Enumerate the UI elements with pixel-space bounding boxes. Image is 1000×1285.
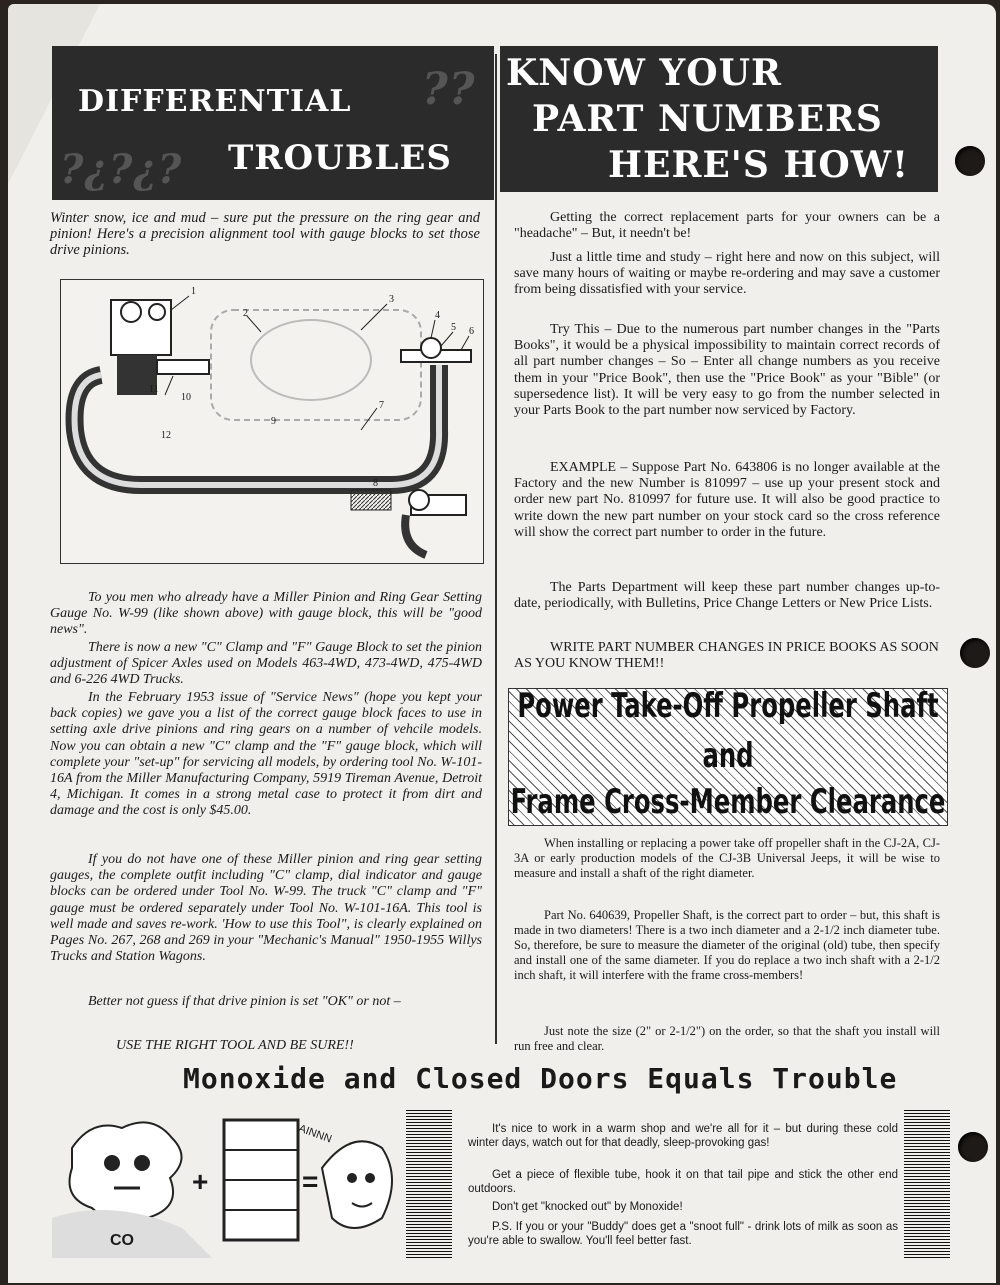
callout-8: 8 [373, 478, 378, 489]
monoxide-title: Monoxide and Closed Doors Equals Trouble [183, 1062, 898, 1095]
pto-paragraph-2: Part No. 640639, Propeller Shaft, is the correct part to order – but, this shaft is made in two diameters! There is a two inch diameter and a 2-1/2 inch diameter tube. So, therefore, be sure to measure the diameter of the original (old) tube, then specify and install one of the same diameter. If you do replace a two inch shaft with a 2-1/2 inch shaft, it will interfere with the frame cross-members! [514, 908, 940, 982]
callout-9: 9 [271, 416, 276, 427]
pto-heading-line2: and [702, 737, 754, 776]
left-body-paragraph-1: To you men who already have a Miller Pinion and Ring Gear Setting Gauge No. W-99 (like shown above) with gauge block, this will be "good news". [50, 590, 482, 638]
monoxide-paragraph-1: It's nice to work in a warm shop and we're all for it – but during these cold winter days, watch out for that deadly, sleep-provoking gas! [468, 1123, 898, 1149]
monoxide-paragraph-3: Don't get "knocked out" by Monoxide! [492, 1201, 683, 1213]
differential-intro: Winter snow, ice and mud – sure put the pressure on the ring gear and pinion! Here's a precision alignment tool with gauge blocks to set those drive pinions. [50, 210, 480, 259]
callout-1: 1 [191, 286, 196, 297]
know-part-numbers-banner [500, 46, 938, 192]
banner-title-line3: HERE'S HOW! [608, 144, 909, 186]
right-body-paragraph-1: Getting the correct replacement parts for your owners can be a "headache" – But, it needn't be! [514, 210, 940, 242]
pto-heading-line3: Frame Cross-Member Clearance [510, 783, 946, 822]
callout-6: 6 [469, 326, 474, 337]
callout-7: 7 [379, 400, 384, 411]
left-body-paragraph-3: In the February 1953 issue of "Service News" (hope you kept your back copies) we gave you a list of the correct gauge block faces to use in setting axle drive pinions and ring gears on a number of vehcile models. Now you can obtain a new "C" clamp and the "F" gauge block, which will complete your "set-up" for servicing all models, by ordering tool No. W-101-16A from the Miller Manufacturing Company, 5919 Tireman Avenue, Detroit 4, Michigan. It comes in a strong metal case to protect it from dirt and damage and the cost is only $45.00. [50, 690, 482, 819]
binder-hole-top [955, 146, 985, 176]
equals-sign: = [302, 1166, 319, 1197]
question-marks-decoration: ?¿?¿? [60, 146, 183, 193]
right-body-paragraph-4: EXAMPLE – Suppose Part No. 643806 is no longer available at the Factory and the new Number is 810997 – use up your present stock and order new part No. 810997 for future use. It will also be good practice to write down the new part number on your stock card so the cross reference will show the correct part number to order in the future. [514, 460, 940, 540]
column-divider [495, 54, 497, 1044]
cartoon-drawing [52, 1108, 402, 1258]
banner-title-line1: KNOW YOUR [506, 52, 782, 94]
callout-4: 4 [435, 310, 440, 321]
differential-troubles-banner [52, 46, 494, 200]
callout-5: 5 [451, 322, 456, 333]
question-marks-decoration-top: ?? [422, 64, 476, 115]
right-body-paragraph-2: Just a little time and study – right here and now on this subject, will save many hours of waiting or maybe re-ordering and may save a customer from being dissatisfied with your service. [514, 250, 940, 298]
right-body-paragraph-5: The Parts Department will keep these part number changes up-to-date, periodically, with Bulletins, Price Change Letters or New Price Lists. [514, 580, 940, 612]
co-label: CO [110, 1232, 134, 1249]
callout-10: 10 [181, 392, 191, 403]
monoxide-paragraph-4: P.S. If you or your "Buddy" does get a "snoot full" - drink lots of milk as soon as you're able to swallow. You'll feel better fast. [468, 1221, 898, 1247]
pinion-gauge-illustration [60, 279, 484, 564]
snore-sound: AINNN [296, 1122, 334, 1146]
pto-heading-box [508, 688, 948, 826]
callout-3: 3 [389, 294, 394, 305]
banner-title-line2: PART NUMBERS [532, 98, 883, 140]
stripe-panel-left [406, 1110, 452, 1258]
right-body-paragraph-3: Try This – Due to the numerous part number changes in the "Parts Books", it would be a physical impossibility to maintain correct records of all part number changes – So – Enter all change numbers as you receive them in your "Price Book", then use the "Price Book" as your "Bible" (or supersedence list). It will be very easy to go from the number selected in your Parts Book to the part number now serviced by Factory. [514, 322, 940, 419]
binder-hole-bottom [958, 1132, 988, 1162]
callout-11: 11 [149, 384, 159, 395]
pto-paragraph-3: Just note the size (2" or 2-1/2") on the order, so that the shaft you install will run free and clear. [514, 1024, 940, 1053]
plus-sign: + [192, 1166, 209, 1197]
pto-paragraph-1: When installing or replacing a power take off propeller shaft in the CJ-2A, CJ-3A or early production models of the CJ-3B Universal Jeeps, it will be wise to measure and install a shaft of the right diameter. [514, 836, 940, 880]
left-closing-line: USE THE RIGHT TOOL AND BE SURE!! [116, 1038, 354, 1053]
callout-12: 12 [161, 430, 171, 441]
left-body-paragraph-5: Better not guess if that drive pinion is set "OK" or not – [88, 994, 401, 1009]
right-body-callout: WRITE PART NUMBER CHANGES IN PRICE BOOKS AS SOON AS YOU KNOW THEM!! [514, 640, 939, 672]
monoxide-cartoon [52, 1108, 402, 1258]
pto-heading-line1: Power Take-Off Propeller Shaft [517, 687, 939, 726]
callout-2: 2 [243, 308, 248, 319]
banner-title-line2: TROUBLES [228, 138, 452, 178]
left-body-paragraph-4: If you do not have one of these Miller pinion and ring gear setting gauges, the complete outfit including "C" clamp, dial indicator and gauge blocks can be ordered under Tool No. W-99. The truck "C" clamp and "F" gauge must be ordered separately under Tool No. W-101-16A. This tool is well made and saves re-work. 'How to use this Tool", is clearly explained on Pages No. 267, 268 and 269 in your "Mechanic's Manual" 1950-1955 Willys Trucks and Station Wagons. [50, 852, 482, 965]
binder-hole-middle [960, 638, 990, 668]
newsletter-page [8, 4, 996, 1283]
left-body-paragraph-2: There is now a new "C" Clamp and "F" Gauge Block to set the pinion adjustment of Spicer Axles used on Models 463-4WD, 473-4WD, 475-4WD and 6-226 4WD Trucks. [50, 640, 482, 688]
monoxide-paragraph-2: Get a piece of flexible tube, hook it on that tail pipe and stick the other end outdoors. [468, 1169, 898, 1195]
stripe-panel-right [904, 1110, 950, 1258]
banner-title-line1: DIFFERENTIAL [78, 84, 352, 119]
